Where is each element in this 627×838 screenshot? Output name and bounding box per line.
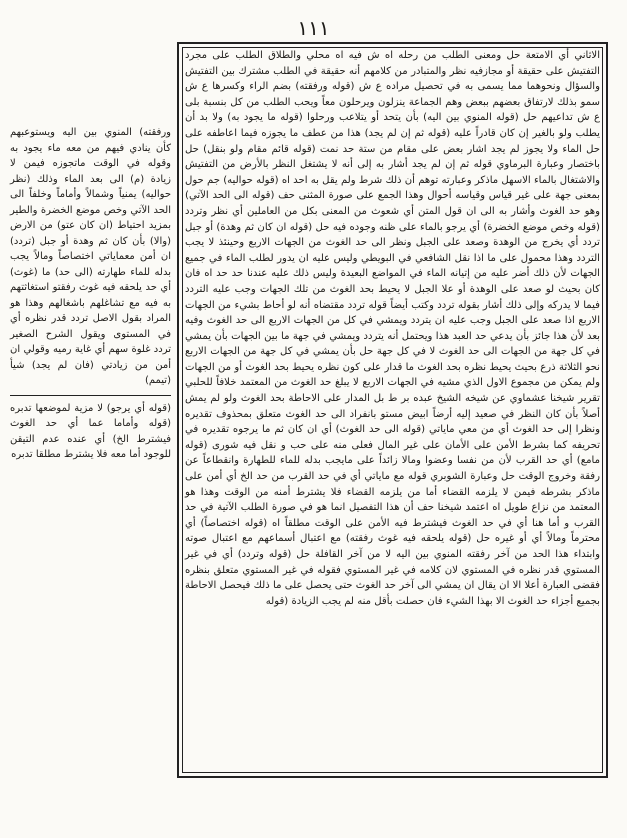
margin-text-lower-body: (قوله أي يرجو) لا مزية لموضعها تدبره (قوله وأماما عما أي حد الغوث فيشترط الخ) أي عنده عدم التيقن للوجود أما معه فلا يشترط مطلقا تدبره: [10, 402, 171, 460]
margin-text-lower: [10, 401, 171, 463]
page-number: ١١١: [297, 16, 330, 40]
margin-text-upper: [10, 125, 171, 389]
margin-text-upper-body: ورفقته) المنوي بين اليه ويستوعبهم كأن ينادي فيهم من معه ماء يجود به وقوله في الوقت ماتجوزه فيمن لا زيادة (م) الى بعد الماء وذلك (نظر حواليه) يمنياً وشمالاً وأماماً وخلفاً الى الحد الآتي وخص موضع الخضرة والطير بمزيد احتياط (ان كان عتو) من الارض (والا) بأن كان ثم وهدة أو جبل (تردد) ان أمن معماياتي اختصاصاً ومالاً يجب بدله للماء طهارته (الى حد) ما (غوث) أي حد يلحقه فيه غوث رفقتو استغاثتهم به فيه مع تشاغلهم باشغالهم وهذا هو المراد بقول الاصل تردد قدر نظره أي في المستوى ويقول الشرح الصغير تردد غلوة سهم أي غاية رميه وقولي ان أمن من زيادتي (فان لم يجد) شيأ (تيمم): [10, 127, 171, 386]
margin-column: [10, 125, 171, 463]
main-text: [185, 48, 600, 609]
margin-divider: [10, 395, 171, 396]
main-text-body: الاثاني أي الامتعة حل ومعنى الطلب من رحله اه ش فيه اه محلي والطلاق الطلب على مجرد التفتيش على حقيقة أو مجازفيه نظر والمتبادر من كلامهم أنه حقيقة في الطلب مشترك بين التفتيش والسؤال ونحوهما مما يسمى به في تحصيل مراده ع ش (قوله ورفقته) بضم الراء وكسرها ع ش سمو بذلك لارتفاق بعضهم ببعض وهم الجماعة ينزلون ويرحلون معاً ويحب الطلب من كل بنسبة بلى ع ش تداعيهم حل (قوله المنوي بين اليه) بأن يتحد أو يتلاعب ورحلوا (قوله ما يجود به) ولا بد أن يطلب ولو بالغير إن كان قادراً عليه (قوله ثم إن لم يجد) هذا من عطف ما يجوزه فيما اعاطفه على حل الماء ولا يجوز لم يجد اشار بعض على مقام من ستة حد نمت (قوله قائم مقام ولو بنقل) حل باختصار وعبارة البرماوي قوله ثم إن لم يجد أشار به إلى أنه لا يشتغل النظر بالأرض من التفتيش والاشتغال بالماء الاسهل ماذكر وعبارته توهم أن ذلك شرط ولم يقل به احد اه (قوله حواليه) جم حول بمعنى جهة على غير قياس وقياسه أحوال وهذا الجمع على صورة المثنى حف (قوله الى الحد الآتي) وهو حد الغوث وأشار به الى ان قول المتن أي شعوث من المعنى بكل من العاملين أي نظر وتردد (قوله وخص موضع الخضرة) أي يرجو بالماء على ظنه وجوده فيه حل (قوله ان كان ثم وهدة) أو جبل تردد أي يخرج من الوهدة وصعد على الجبل ونظر الى حد الغوث من الجهات الاربع وحينئذ لا يجب التردد وهذا محمول على ما اذا نقل الشافعي في البويطي وليس عليه ان يدور لطلب الماء في جميع الجهات لأن ذلك أضر عليه من إتيانه الماء في المواضع البعيدة وليس ذلك عليه عندنا حد حد اه فان كان بحيث لو صعد على الوهدة أو علا الجبل لا يحيط بحد الغوث من تلك الجهات وجب عليه التردد فيما لا يدركه وإلى ذلك أشار بقوله تردد وكتب أيضاً قوله تردد مقتضاه أنه لو أحاط بشيء من الجهات الاربع اذا صعد على الجبل وجب عليه ان يتردد ويمشي في كل من الجهات الاربع الى حد الغوث وفيه بعد لأن هذا جائز بأن يدعي حد العبد هذا ويحتمل أنه يتردد ويمشي في جهة ما بين الجهات بأن يمشي في كل جهة من الجهات الى حد الغوث لا في كل جهة حل بأن يمشي في كل جهة من الجهات الاربع نحو الثلاثة ذرع بحيث يحيط نظره بحد الغوث ما قدار على كون نظره يحيط بحد الغوث أو من الجهات ولم يمكن من مجموع الاول الذي مشيه في الجهات الاربع لا يبلغ حد الغوث من المعتمد خلافاً للحلبي تقرير شيخنا عشماوي عن شيخه الشيخ عبده بر ط بل المدار على الاحاطة بحد الغوث ولو لم يمش أصلاً بأن كان النظر في صعيد إليه أرضاً ابيض مستو بانفراد الى حد الغوث متعلق بمحذوف تقديره ونظرا إلى حد الغوث أي من معي ماياتي (قوله الى حد الغوث) أي ان كان ثم ما يرجوه تقديره في تحريفه كما بشرط الأمن على الأمان على غير المال فعلى منه على حب و نقل فيه شورى (قوله مامع) أي حد القرب لأن من نفسا وعضوا ومالا زائداً على مايجب بدله للماء للطهارة وانقطاعاً عن رفقة وخروج الوقت حل وعبارة الشوبري قوله مع ماياتي أي في حد القرب من حد الخ أي أمن على ماذكر بشرطه فيمن لا يلزمه القضاء أما من يلزمه القضاء فلا يشترط أمنه من الوقت وهذا هو المعتمد من نزاع طويل اه اعتمد شيخنا حف أن هذا التفصيل انما هو في صورة الطلب الآتية في حد القرب و أما هنا أي في حد الغوث فيشترط فيه الأمن على الوقت مطلقاً اه (قوله اختصاصاً) أي محترماً ومالاً أي أو غيره حل (قوله يلحقه فيه غوث رفقته) مع اعتبال أسماعهم مع اعتبال صوته وابتداء هذا الحد من آخر رفقته المنوي بين اليه لا من آخر القافلة حل (قوله وتردد) أي في غير المستوي قدر نظره في المستوي لان كلامه في غير المستوي فقوله في غير المستوي متعلق بنظره فقضى العبارة أعلا الا ان يقال ان يمشي الى آخر حد الغوث حتى يحصل على ما ذلك فيحصل الاحاطة بجميع أجزاء حد الغوث الا بهذا الشيء فان حصلت بأقل منه لم يجب الزيادة (قوله: [185, 50, 600, 607]
main-text-frame: [177, 42, 608, 778]
